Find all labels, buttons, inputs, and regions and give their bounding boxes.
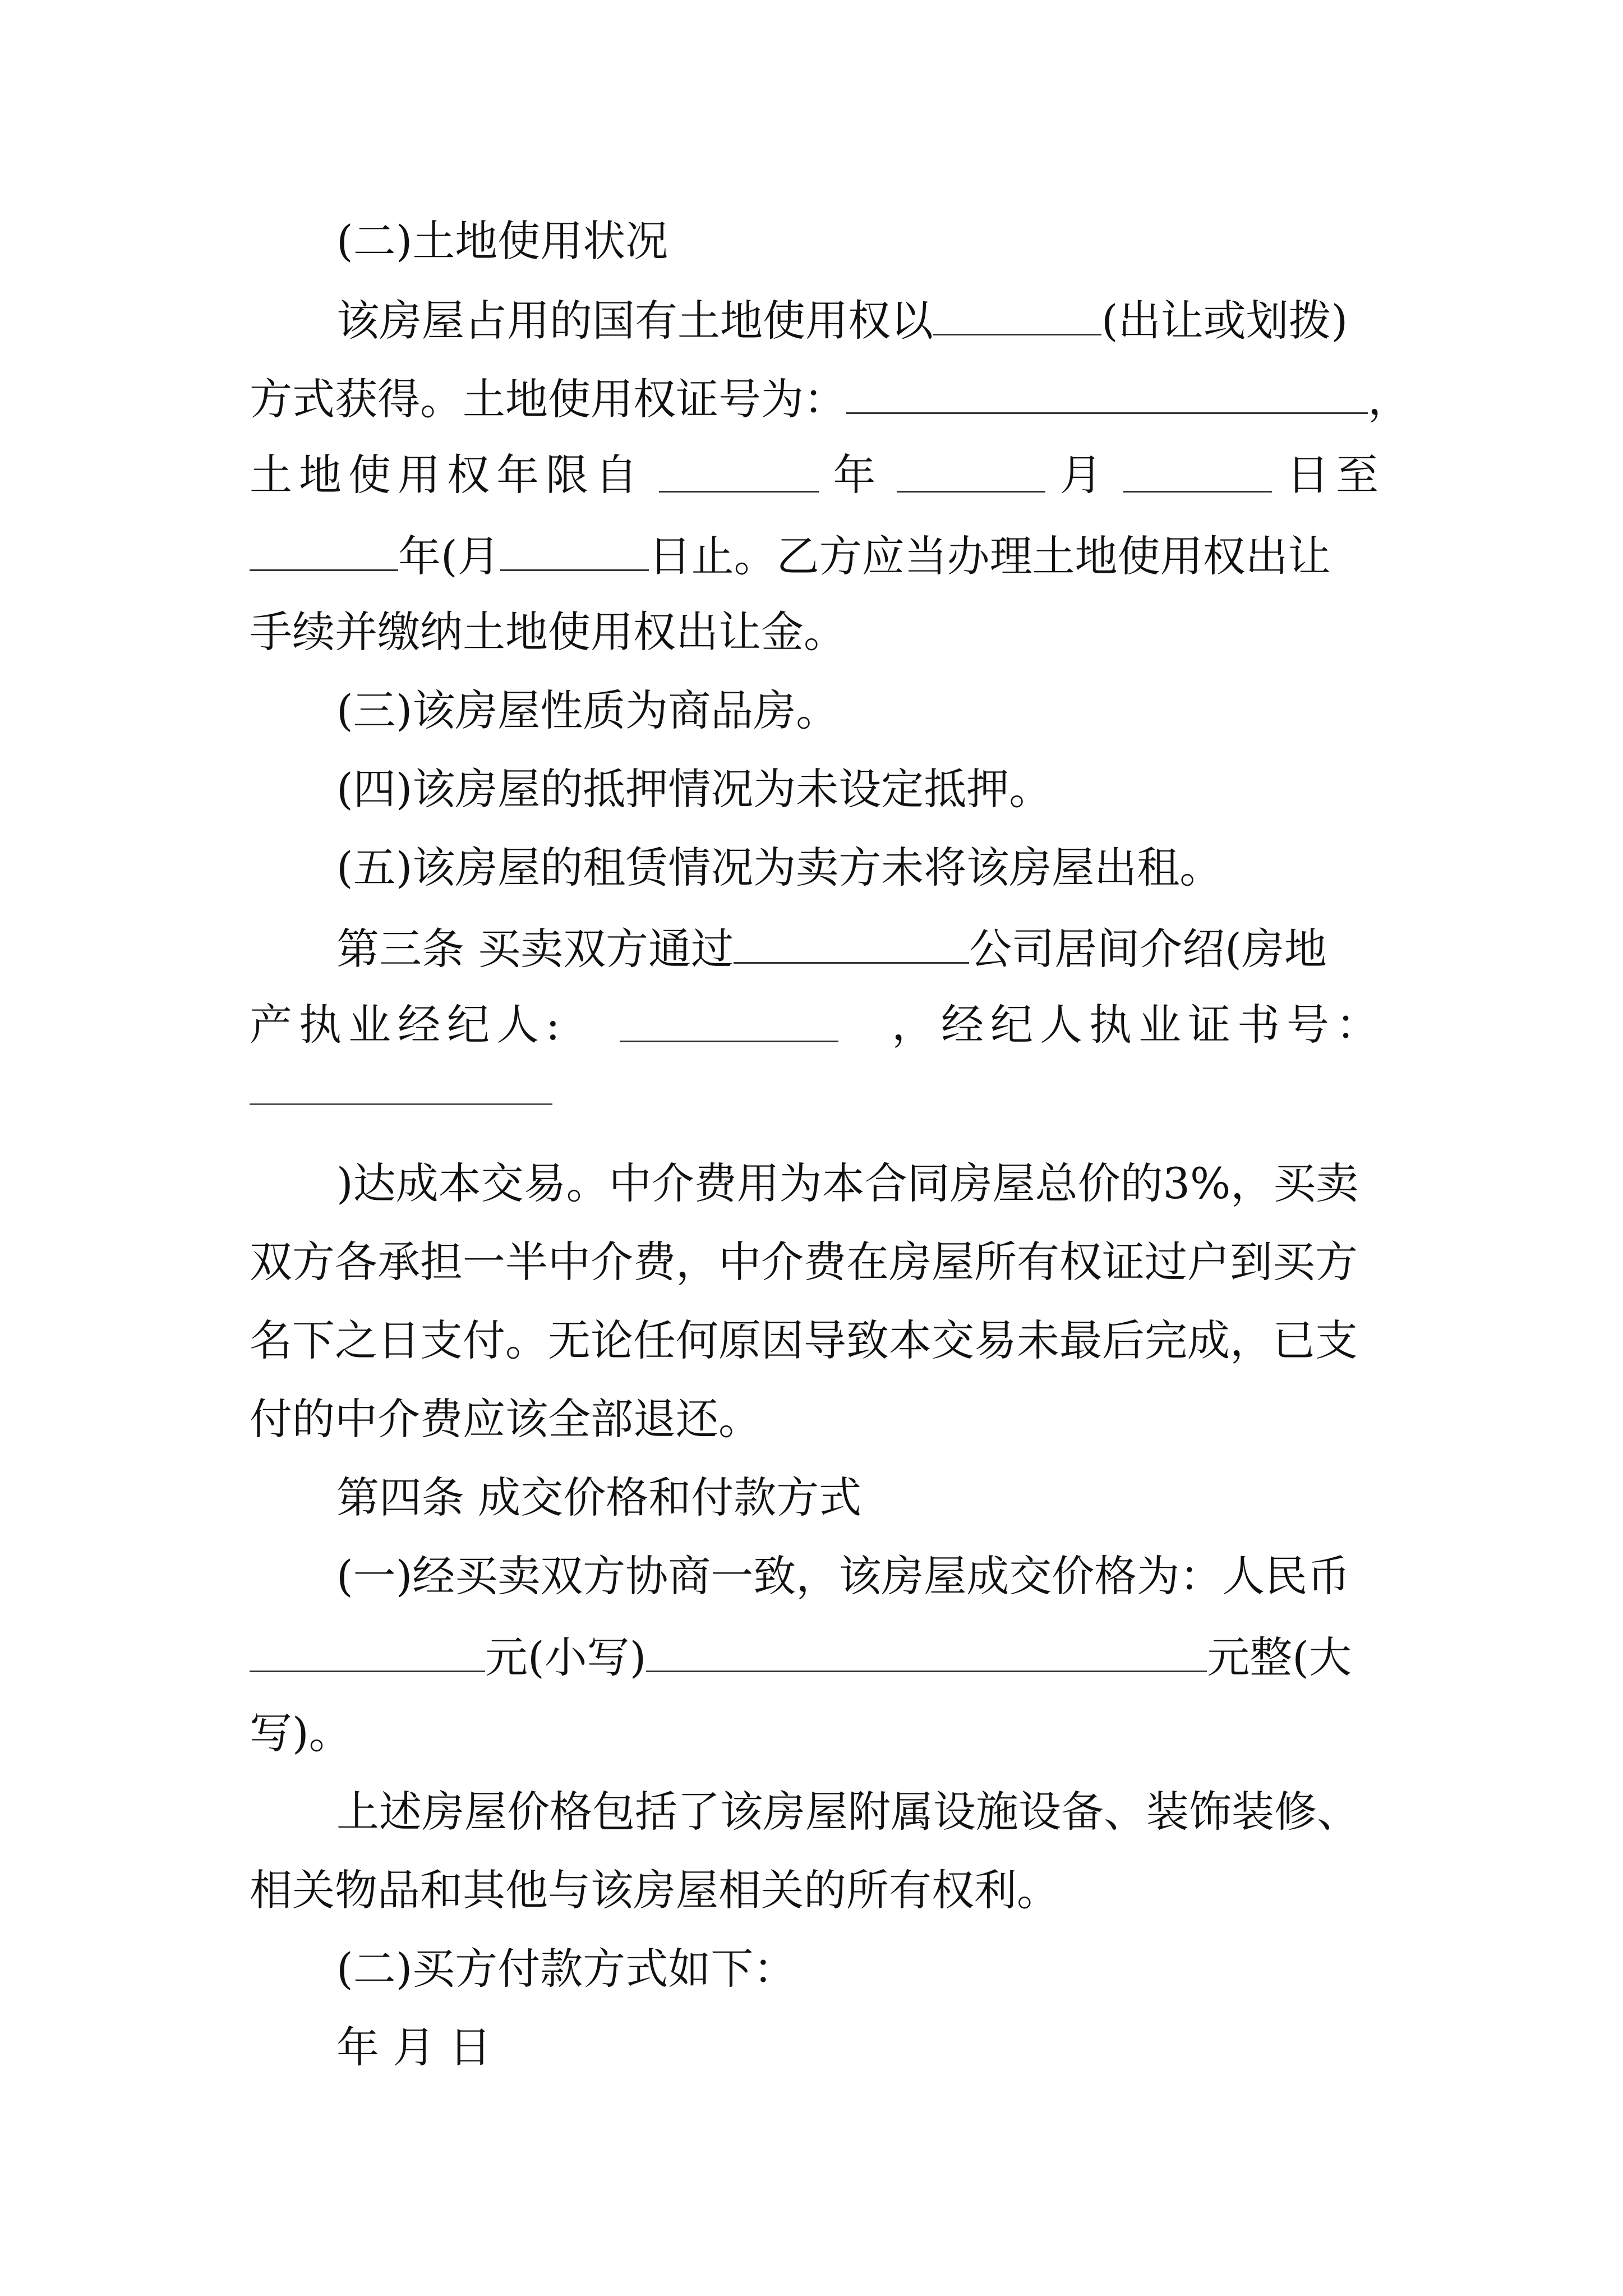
paragraph-line: 付的中介费应该全部退还。 bbox=[250, 1394, 761, 1444]
blank-field bbox=[646, 1627, 1207, 1672]
blank-field bbox=[250, 1103, 552, 1105]
paragraph-line: 产执业经纪人: ，经纪人执业证书号： bbox=[250, 997, 1385, 1053]
paragraph-line: (三)该房屋性质为商品房。 bbox=[336, 685, 839, 735]
article-three-line: 第三条 买卖双方通过 公司居间介绍(房地 bbox=[336, 918, 1486, 977]
paragraph-line: )达成本交易。中介费用为本合同房屋总价的3%，买卖 bbox=[336, 1158, 1359, 1208]
paragraph-line: 名下之日支付。无论任何原因导致本交易未最后完成，已支 bbox=[250, 1315, 1358, 1365]
blank-field bbox=[734, 918, 969, 964]
paragraph-line: 写)。 bbox=[250, 1708, 352, 1758]
paragraph-line: (二)买方付款方式如下： bbox=[336, 1944, 796, 1994]
blank-field bbox=[846, 369, 1368, 414]
paragraph-line: 土地使用权年限自 年 月 日至 bbox=[250, 447, 1385, 503]
paragraph-line: (五)该房屋的租赁情况为卖方未将该房屋出租。 bbox=[336, 843, 1223, 892]
paragraph-line: 上述房屋价格包括了该房屋附属设施设备、装饰装修、 bbox=[336, 1787, 1359, 1837]
date-line: 年 月 日 bbox=[336, 2022, 492, 2072]
paragraph-line: (一)经买卖双方协商一致，该房屋成交价格为：人民币 bbox=[336, 1551, 1350, 1601]
paragraph-line: 该房屋占用的国有土地使用权以 (出让或划拨) bbox=[336, 290, 1486, 349]
paragraph-line: 相关物品和其他与该房屋相关的所有权利。 bbox=[250, 1865, 1059, 1915]
blank-field bbox=[933, 290, 1101, 335]
paragraph-line: 年(月 日止。乙方应当办理土地使用权出让 bbox=[250, 526, 1399, 585]
blank-field bbox=[659, 447, 819, 493]
paragraph-line: 方式获得。土地使用权证号为： ， bbox=[250, 369, 1399, 427]
blank-field bbox=[250, 1627, 485, 1672]
paragraph-line: 双方各承担一半中介费，中介费在房屋所有权证过户到买方 bbox=[250, 1237, 1358, 1287]
article-four-heading: 第四条 成交价格和付款方式 bbox=[336, 1473, 862, 1522]
blank-field bbox=[250, 526, 398, 571]
blank-field bbox=[897, 447, 1045, 493]
paragraph-line: 手续并缴纳土地使用权出让金。 bbox=[250, 607, 846, 657]
section-heading-land-use: (二)土地使用状况 bbox=[336, 216, 668, 266]
blank-field bbox=[1123, 447, 1272, 493]
blank-field bbox=[620, 997, 838, 1042]
paragraph-line: (四)该房屋的抵押情况为未设定抵押。 bbox=[336, 764, 1052, 814]
price-line: 元(小写) 元整(大 bbox=[250, 1627, 1399, 1686]
blank-field bbox=[500, 526, 649, 571]
